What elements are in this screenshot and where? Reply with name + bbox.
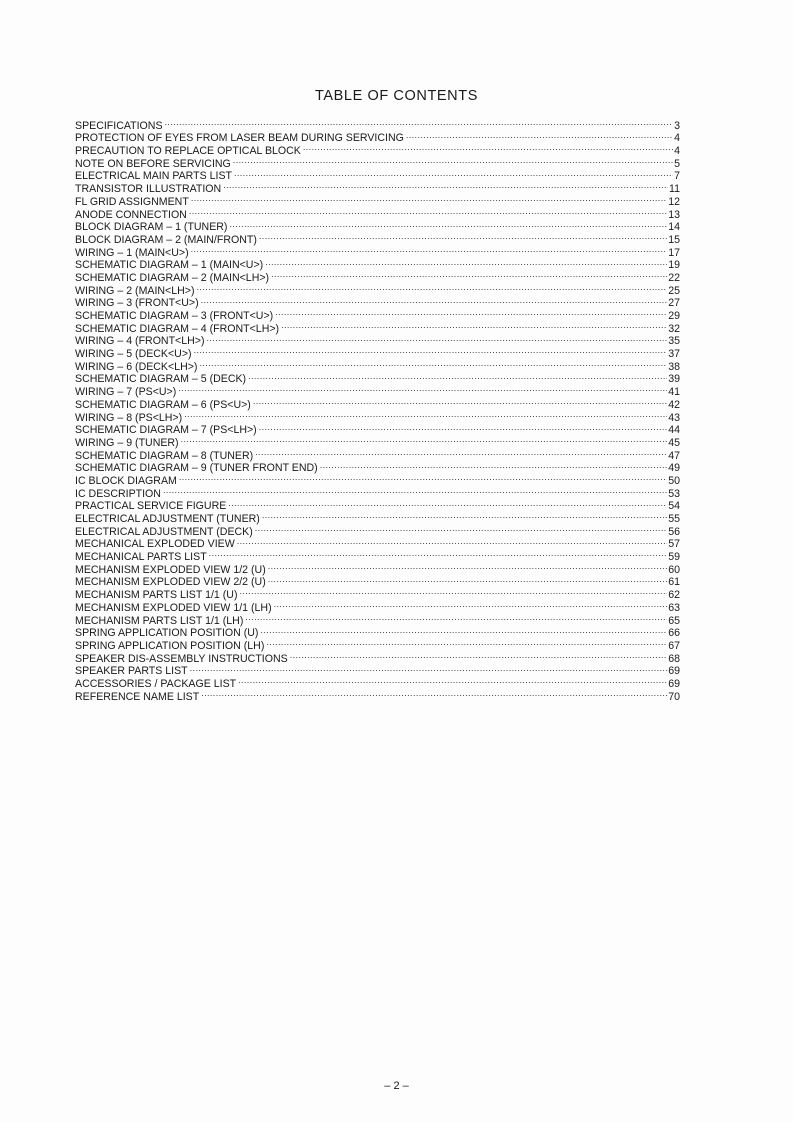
toc-entry-page: 49 <box>668 462 680 475</box>
toc-entry-page: 69 <box>668 677 680 690</box>
toc-entry-label: WIRING – 6 (DECK<LH>) <box>75 360 198 373</box>
toc-entry-page: 56 <box>668 525 680 538</box>
page-title: TABLE OF CONTENTS <box>314 88 478 104</box>
toc-entry-label: SCHEMATIC DIAGRAM – 7 (PS<LH>) <box>75 424 257 437</box>
toc-entry-page: 5 <box>674 157 680 170</box>
dot-leader <box>262 509 667 522</box>
toc-entry-page: 15 <box>668 233 680 246</box>
toc-entry-page: 47 <box>668 449 680 462</box>
toc-entry <box>75 129 680 145</box>
toc-entry-label: WIRING – 9 (TUNER) <box>75 436 179 449</box>
dot-leader <box>238 674 667 687</box>
toc-entry-label: ANODE CONNECTION <box>75 208 187 221</box>
dot-leader <box>233 154 673 167</box>
dot-leader <box>259 421 668 434</box>
dot-leader <box>266 636 667 649</box>
dot-leader <box>201 687 667 700</box>
toc-entry-label: WIRING – 7 (PS<U>) <box>75 386 177 399</box>
toc-entry-label: SCHEMATIC DIAGRAM – 3 (FRONT<U>) <box>75 310 274 322</box>
toc-entry-label: MECHANISM EXPLODED VIEW 2/2 (U) <box>75 576 266 589</box>
toc-entry-label: SCHEMATIC DIAGRAM – 1 (MAIN<U>) <box>75 259 264 272</box>
toc-entry-label: SCHEMATIC DIAGRAM – 5 (DECK) <box>75 373 247 386</box>
toc-entry-page: 62 <box>668 589 680 602</box>
dot-leader <box>207 332 668 345</box>
dot-leader <box>320 459 668 472</box>
toc-entry-page: 54 <box>668 500 680 513</box>
table-of-contents <box>75 116 680 703</box>
dot-leader <box>194 344 668 357</box>
dot-leader <box>259 230 667 243</box>
toc-entry <box>75 116 680 132</box>
dot-leader <box>268 560 667 573</box>
toc-entry-page: 25 <box>668 284 680 297</box>
toc-entry-page: 57 <box>668 538 680 551</box>
toc-entry-label: SPEAKER DIS-ASSEMBLY INSTRUCTIONS <box>75 652 288 665</box>
dot-leader <box>223 179 668 192</box>
dot-leader <box>178 382 667 395</box>
dot-leader <box>255 446 667 459</box>
toc-entry-page: 19 <box>668 259 680 272</box>
toc-entry-label: BLOCK DIAGRAM – 1 (TUNER) <box>75 221 228 234</box>
toc-entry-page: 32 <box>668 322 680 335</box>
toc-entry-label: SPEAKER PARTS LIST <box>75 665 188 678</box>
toc-entry-page: 65 <box>668 614 680 627</box>
toc-entry-page: 43 <box>668 411 680 424</box>
toc-entry-page: 70 <box>668 690 680 703</box>
toc-entry-label: PRACTICAL SERVICE FIGURE <box>75 500 227 513</box>
dot-leader <box>191 243 668 256</box>
toc-entry-page: 22 <box>668 271 680 284</box>
toc-entry-page: 11 <box>669 183 680 196</box>
dot-leader <box>303 141 673 154</box>
toc-entry <box>75 497 680 513</box>
dot-leader <box>209 547 668 560</box>
toc-entry-page: 60 <box>668 563 680 576</box>
dot-leader <box>253 395 667 408</box>
toc-entry-page: 38 <box>668 360 680 373</box>
toc-entry-page: 42 <box>668 398 680 411</box>
dot-leader <box>191 192 667 205</box>
dot-leader <box>274 598 668 611</box>
toc-entry-label: ELECTRICAL ADJUSTMENT (TUNER) <box>75 513 260 525</box>
dot-leader <box>165 116 674 129</box>
toc-entry-label: MECHANICAL EXPLODED VIEW <box>75 538 235 551</box>
dot-leader <box>190 662 668 675</box>
toc-entry-label: SPRING APPLICATION POSITION (U) <box>75 627 259 640</box>
dot-leader <box>163 484 667 497</box>
toc-entry-page: 61 <box>668 576 680 589</box>
toc-entry-page: 7 <box>674 170 680 183</box>
toc-entry-page: 69 <box>668 665 680 678</box>
toc-entry-label: IC BLOCK DIAGRAM <box>75 474 177 487</box>
toc-entry-label: WIRING – 4 (FRONT<LH>) <box>75 335 205 348</box>
toc-entry-page: 17 <box>668 246 680 259</box>
toc-entry-label: MECHANISM EXPLODED VIEW 1/2 (U) <box>75 563 266 576</box>
dot-leader <box>179 471 667 484</box>
toc-entry-label: SPRING APPLICATION POSITION (LH) <box>75 639 265 652</box>
toc-entry-label: ELECTRICAL MAIN PARTS LIST <box>75 170 232 183</box>
toc-entry-label: PROTECTION OF EYES FROM LASER BEAM DURING SERVICING <box>75 132 404 145</box>
toc-entry-page: 3 <box>674 119 680 132</box>
dot-leader <box>260 624 667 637</box>
toc-entry-label: MECHANICAL PARTS LIST <box>75 551 207 564</box>
dot-leader <box>201 294 668 307</box>
toc-entry-page: 29 <box>668 310 680 322</box>
toc-entry-page: 13 <box>668 208 680 221</box>
toc-entry-page: 4 <box>674 132 680 145</box>
dot-leader <box>234 167 673 180</box>
toc-entry-page: 44 <box>668 424 680 437</box>
dot-leader <box>239 585 667 598</box>
toc-entry-label: SCHEMATIC DIAGRAM – 4 (FRONT<LH>) <box>75 322 280 335</box>
toc-entry-page: 66 <box>668 627 680 640</box>
toc-entry-label: REFERENCE NAME LIST <box>75 690 200 703</box>
dot-leader <box>281 319 667 332</box>
toc-entry-page: 39 <box>668 373 680 386</box>
toc-entry-label: SCHEMATIC DIAGRAM – 2 (MAIN<LH>) <box>75 271 270 284</box>
toc-entry-label: FL GRID ASSIGNMENT <box>75 195 189 208</box>
toc-entry-label: ACCESSORIES / PACKAGE LIST <box>75 677 237 690</box>
toc-entry-label: MECHANISM PARTS LIST 1/1 (U) <box>75 589 238 602</box>
toc-entry-label: WIRING – 5 (DECK<U>) <box>75 348 192 361</box>
toc-entry-page: 14 <box>668 221 680 234</box>
dot-leader <box>245 611 667 624</box>
toc-entry-label: SPECIFICATIONS <box>75 119 163 132</box>
toc-entry-label: WIRING – 2 (MAIN<LH>) <box>75 284 195 297</box>
toc-entry-label: WIRING – 8 (PS<LH>) <box>75 411 183 424</box>
toc-entry-page: 63 <box>668 601 680 614</box>
toc-entry-page: 67 <box>668 639 680 652</box>
toc-entry-label: WIRING – 1 (MAIN<U>) <box>75 246 189 259</box>
toc-entry-page: 41 <box>668 386 680 399</box>
toc-entry-page: 68 <box>668 652 680 665</box>
toc-entry-page: 27 <box>668 297 680 310</box>
toc-entry-page: 35 <box>668 335 680 348</box>
toc-entry <box>75 484 680 500</box>
toc-entry-label: SCHEMATIC DIAGRAM – 8 (TUNER) <box>75 449 254 462</box>
toc-entry-page: 53 <box>668 487 680 500</box>
dot-leader <box>290 649 667 662</box>
dot-leader <box>228 497 667 510</box>
dot-leader <box>184 408 667 421</box>
toc-entry-label: ELECTRICAL ADJUSTMENT (DECK) <box>75 525 253 538</box>
toc-entry-label: BLOCK DIAGRAM – 2 (MAIN/FRONT) <box>75 233 257 246</box>
toc-entry-page: 55 <box>668 513 680 525</box>
dot-leader <box>271 268 667 281</box>
toc-entry-page: 12 <box>668 195 680 208</box>
dot-leader <box>199 357 667 370</box>
toc-entry-page: 50 <box>668 474 680 487</box>
dot-leader <box>229 218 667 231</box>
dot-leader <box>406 129 673 142</box>
toc-entry-page: 45 <box>668 436 680 449</box>
toc-entry-label: SCHEMATIC DIAGRAM – 9 (TUNER FRONT END) <box>75 462 318 475</box>
toc-entry-label: TRANSISTOR ILLUSTRATION <box>75 183 222 196</box>
toc-entry-label: PRECAUTION TO REPLACE OPTICAL BLOCK <box>75 145 301 158</box>
toc-entry-label: SCHEMATIC DIAGRAM – 6 (PS<U>) <box>75 398 251 411</box>
dot-leader <box>275 306 667 319</box>
dot-leader <box>197 281 668 294</box>
toc-entry-label: IC DESCRIPTION <box>75 487 161 500</box>
toc-entry-label: NOTE ON BEFORE SERVICING <box>75 157 231 170</box>
toc-entry-page: 4 <box>674 145 680 158</box>
page-number: – 2 – <box>384 1080 409 1092</box>
toc-entry-label: MECHANISM PARTS LIST 1/1 (LH) <box>75 614 244 627</box>
toc-entry-page: 59 <box>668 551 680 564</box>
dot-leader <box>189 205 667 218</box>
dot-leader <box>181 433 668 446</box>
dot-leader <box>237 535 667 548</box>
dot-leader <box>265 256 667 269</box>
dot-leader <box>255 522 667 535</box>
toc-entry-label: WIRING – 3 (FRONT<U>) <box>75 297 199 310</box>
dot-leader <box>248 370 667 383</box>
dot-leader <box>268 573 667 586</box>
toc-entry-page: 37 <box>668 348 680 361</box>
toc-entry-label: MECHANISM EXPLODED VIEW 1/1 (LH) <box>75 601 272 614</box>
